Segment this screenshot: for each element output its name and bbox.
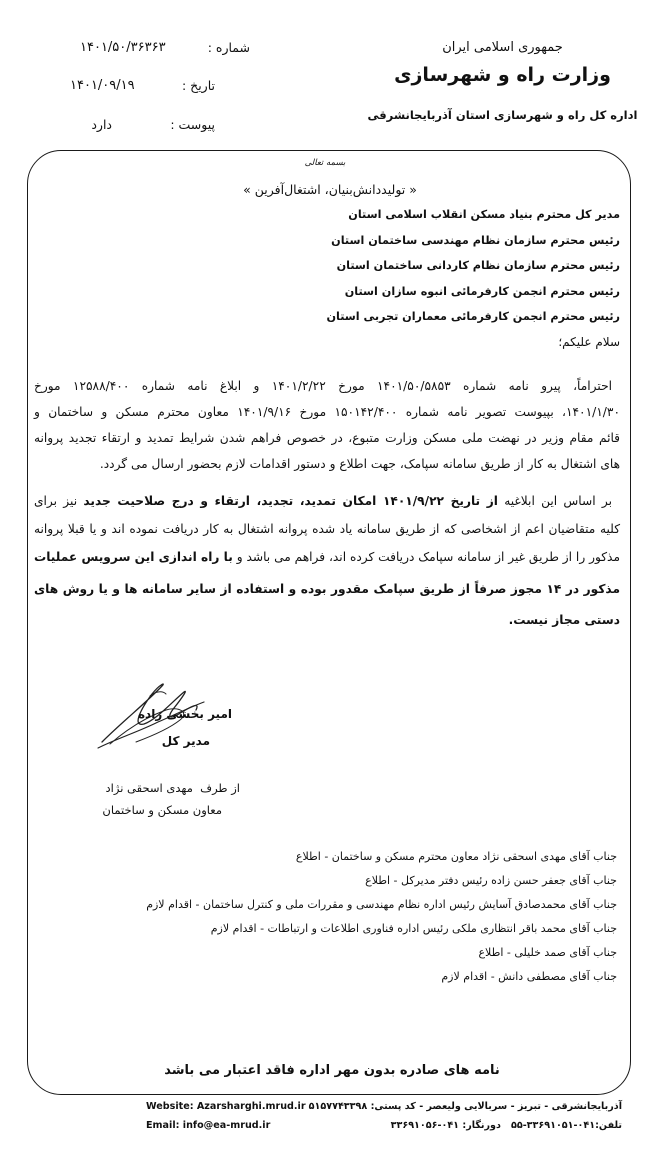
deputy-title: معاون مسکن و ساختمان — [102, 803, 222, 817]
paragraph-2-line — [34, 546, 620, 568]
website-link[interactable]: Website: Azarsharghi.mrud.ir — [146, 1101, 306, 1112]
cc-line: جناب آقای مهدی اسحقی نژاد معاون محترم مسکن و ساختمان - اطلاع — [295, 850, 617, 863]
paragraph-1-line: های اشتغال به کار از طریق سامانه سپامک، جهت اطلاع و دستور اقدامات لازم بحضور ارسال می گردد. — [99, 457, 620, 471]
country-name: جمهوری اسلامی ایران — [442, 40, 563, 55]
signer-title: مدیر کل — [161, 734, 210, 748]
slogan: « تولیددانش‌بنیان، اشتغال‌آفرین » — [243, 182, 417, 197]
recipient-line: رئیس محترم انجمن کارفرمائی معماران تجربی استان — [326, 310, 620, 323]
date-label: تاریخ : — [181, 78, 215, 93]
text-segment: کلیه متقاضیان اعم از اشخاصی که از طریق سامانه یاد شده پروانه اشتغال به کار دریافت نموده اند و یا قبلا پروانه — [34, 522, 620, 536]
paragraph-2-line — [34, 490, 620, 512]
paragraph-2-line — [34, 518, 620, 540]
text-segment: بر اساس این ابلاغیه — [497, 494, 612, 508]
invocation: بسمه تعالی — [304, 158, 346, 168]
signer-name: امیر بخشی زاده — [137, 707, 232, 721]
text-segment: نیز برای — [34, 494, 84, 508]
bold-segment: مذکور در ۱۴ مجوز صرفاً از طریق سپامک مقدور بوده و استفاده از سایر سامانه ها و یا روش های — [34, 582, 620, 596]
paragraph-1-line: قائم مقام وزیر در نهضت ملی مسکن وزارت متبوع، در خصوص فراهم شدن شرایط تمدید و ارتقاء تجدید پروانه — [34, 431, 620, 445]
ministry-name: وزارت راه و شهرسازی — [394, 64, 611, 86]
stamp-notice: نامه های صادره بدون مهر اداره فاقد اعتبار می باشد — [164, 1063, 500, 1078]
number-label: شماره : — [207, 40, 250, 55]
paragraph-2-line — [34, 609, 620, 631]
bold-segment: دستی مجاز نیست. — [508, 613, 620, 627]
paragraph-1-line: ۱۴۰۱/۱/۳۰، بپیوست تصویر نامه شماره ۱۵۰۱۴۲/۴۰۰ مورخ ۱۴۰۱/۹/۱۶ معاون محترم مسکن و ساختمان و — [34, 405, 621, 419]
recipient-line: رئیس محترم انجمن کارفرمائی انبوه سازان استان — [344, 285, 620, 298]
on-behalf-line: از طرف مهدی اسحقی نژاد — [105, 781, 240, 795]
paragraph-1-line: احتراماً، پیرو نامه شماره ۱۴۰۱/۵۰/۵۸۵۳ مورخ ۱۴۰۱/۲/۲۲ و ابلاغ نامه شماره ۱۲۵۸۸/۴۰۰ مورخ — [34, 379, 612, 393]
cc-line: جناب آقای صمد خلیلی - اطلاع — [478, 946, 617, 959]
cc-line: جناب آقای محمد باقر انتظاری ملکی رئیس اداره فناوری اطلاعات و ارتباطات - اقدام لازم — [210, 922, 617, 935]
cc-line: جناب آقای مصطفی دانش - اقدام لازم — [441, 970, 617, 983]
number-value: ۱۴۰۱/۵۰/۳۶۳۶۳ — [80, 40, 166, 55]
text-segment: مذکور را از طریق غیر از سامانه سپامک دریافت کرده اند، فراهم می باشد و — [232, 550, 620, 564]
attachment-value: دارد — [91, 117, 112, 132]
bold-segment: با راه اندازی این سرویس عملیات — [33, 550, 233, 564]
cc-line: جناب آقای جعفر حسن زاده رئیس دفتر مدیرکل - اطلاع — [365, 874, 617, 887]
recipient-line: مدیر کل محترم بنیاد مسکن انقلاب اسلامی استان — [348, 208, 620, 221]
recipient-line: رئیس محترم سازمان نظام کاردانی ساختمان استان — [336, 259, 620, 272]
email-link[interactable]: Email: info@ea-mrud.ir — [146, 1120, 271, 1131]
phone-line: تلفن:۰۴۱-۳۳۶۹۱۰۵۱-۵۵ دورنگار: ۰۴۱-۳۳۶۹۱۰۵۶ — [390, 1120, 622, 1131]
recipient-line: رئیس محترم سازمان نظام مهندسی ساختمان استان — [331, 234, 620, 247]
date-value: ۱۴۰۱/۰۹/۱۹ — [70, 78, 135, 93]
address-line: آذربایجانشرقی - تبریز - سربالایی ولیعصر - کد پستی: ۵۱۵۷۷۴۳۳۹۸ — [308, 1101, 622, 1112]
bold-segment: از تاریخ ۱۴۰۱/۹/۲۲ امکان تمدید، تجدید، ارتقاء و درج صلاحیت جدید — [83, 494, 498, 508]
paragraph-2-line — [34, 578, 620, 600]
attachment-label: پیوست : — [170, 117, 215, 132]
greeting: سلام علیکم؛ — [558, 335, 620, 349]
department-name: اداره کل راه و شهرسازی استان آذربایجانشرقی — [367, 108, 638, 122]
cc-line: جناب آقای محمدصادق آسایش رئیس اداره نظام مهندسی و مقررات ملی و کنترل ساختمان - اقدام لازم — [146, 898, 617, 911]
